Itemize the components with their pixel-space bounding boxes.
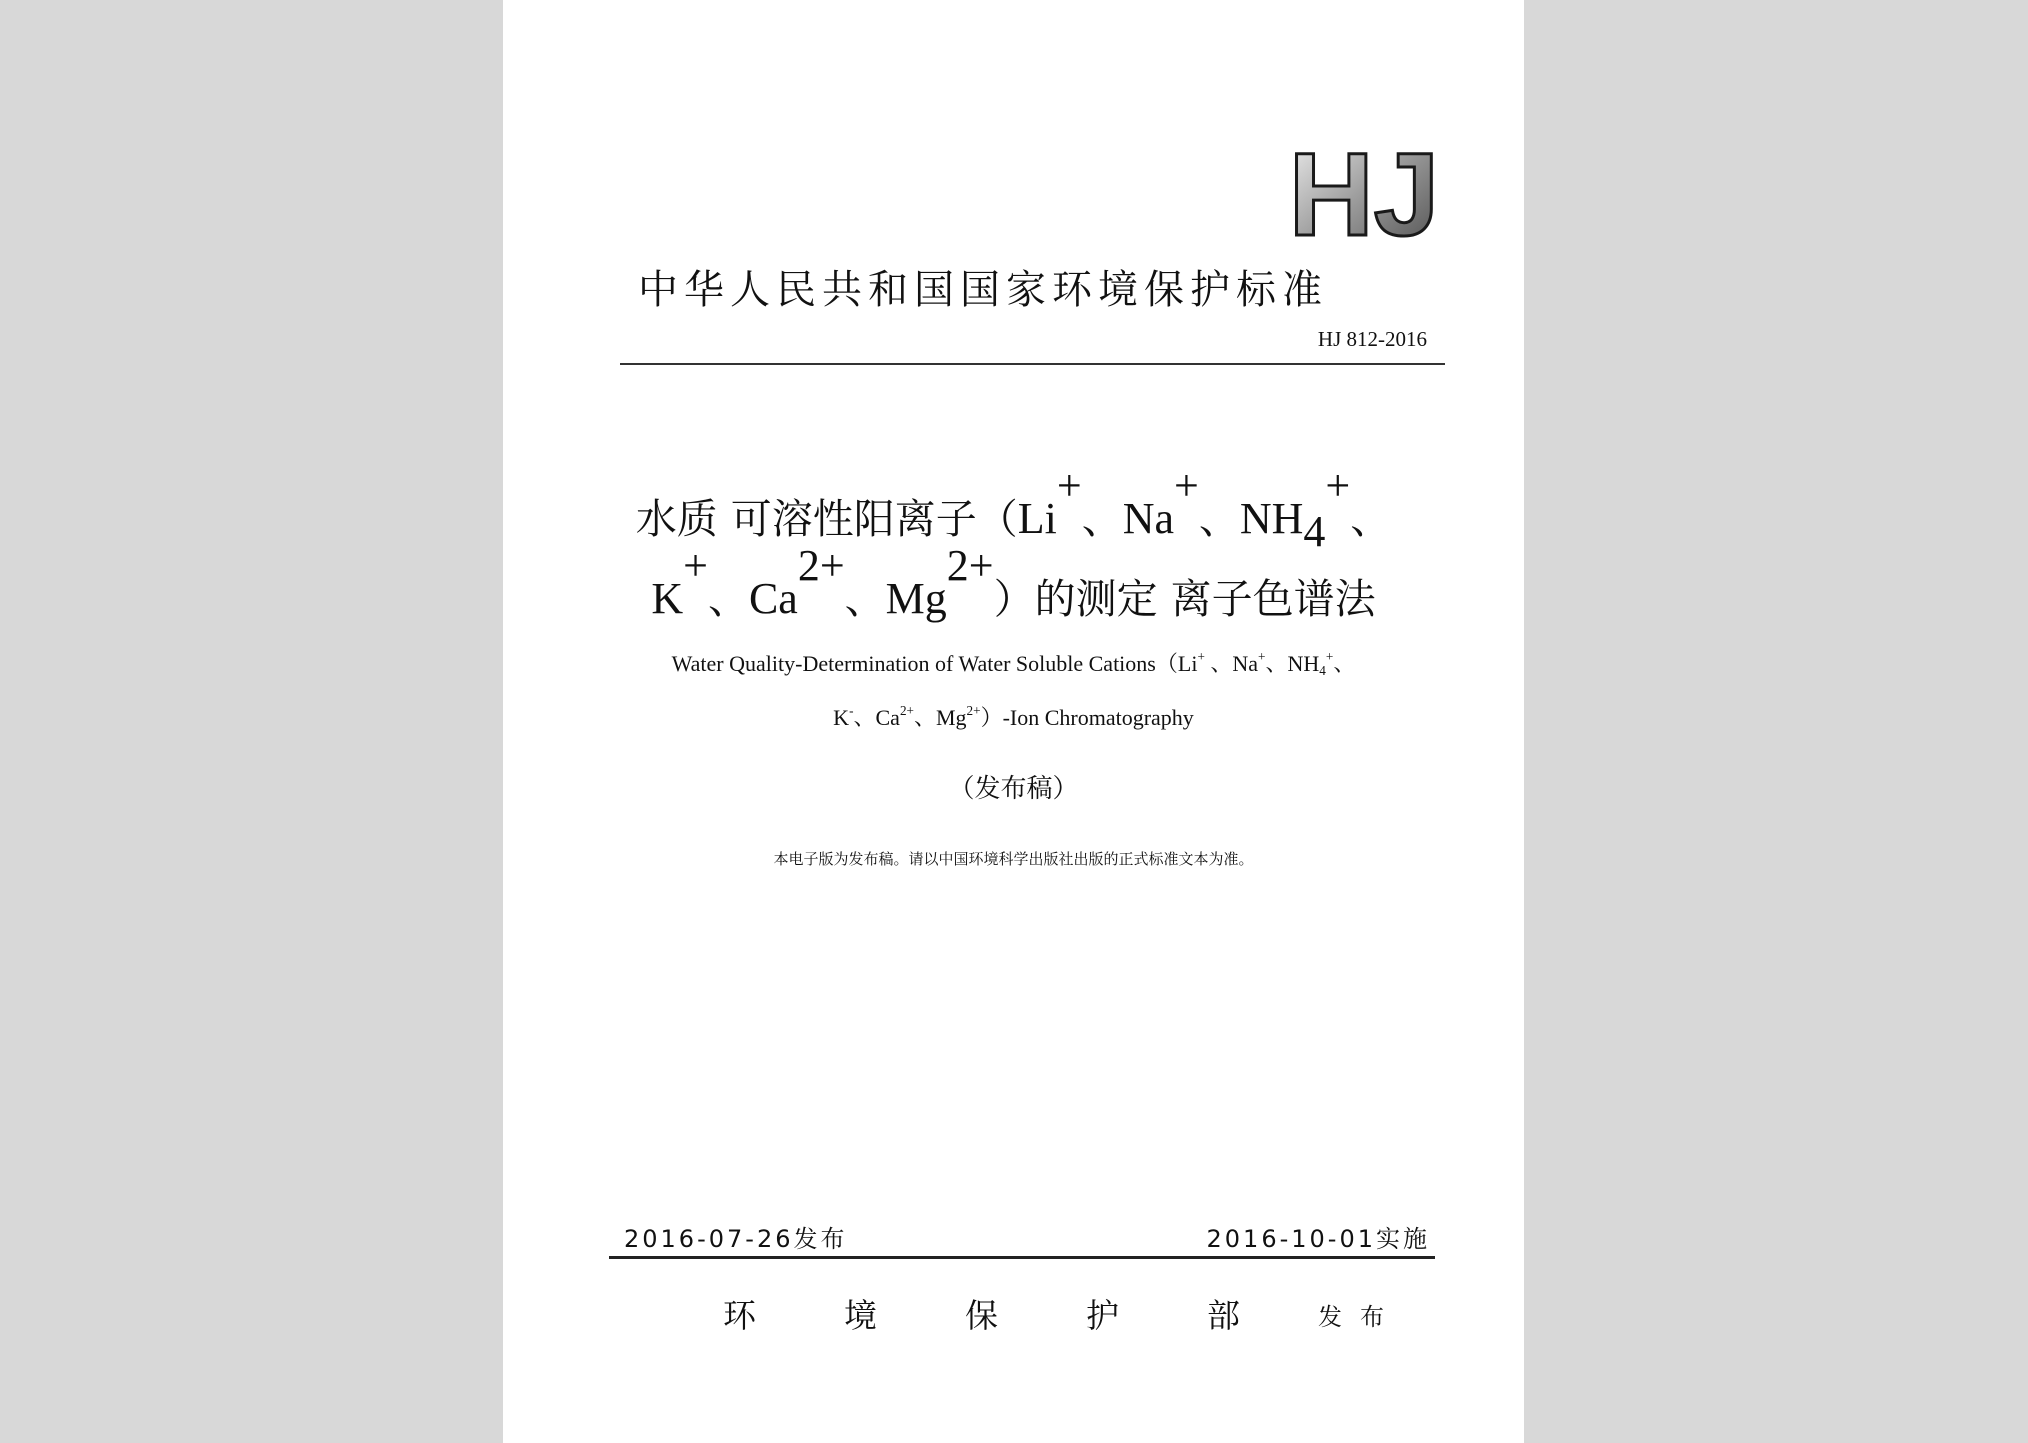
title-en-line1: Water Quality-Determination of Water Soluble Cations（Li+ 、Na+、$NH_4^+$、	[671, 649, 1356, 678]
edition-note: 本电子版为发布稿。请以中国环境科学出版社出版的正式标准文本为准。	[773, 850, 1254, 868]
title-en-line2: K-、$Ca^{2+}$、$Mg^{2+}$）-Ion Chromatography	[833, 703, 1194, 730]
hj-logo	[1269, 115, 1459, 265]
title-zh-line1: 水质 可溶性阳离子（Li+、Na+、$NH_4^+$、	[635, 461, 1392, 557]
title-zh-line2: K+、$Ca^{2+}$、$Mg^{2+}$）的测定 离子色谱法	[651, 541, 1376, 623]
publish-date: 2016-07-26发布	[624, 1225, 848, 1253]
issue-label: 发布	[1318, 1303, 1402, 1331]
header-divider	[620, 363, 1445, 365]
footer-divider	[609, 1256, 1435, 1259]
hj-logo-text: HJ	[1288, 129, 1440, 261]
standard-code: HJ 812-2016	[1317, 327, 1427, 351]
publisher-name: 环境保护部	[723, 1296, 1328, 1335]
effective-date: 2016-10-01实施	[1206, 1225, 1430, 1253]
document-page	[503, 0, 1524, 1443]
national-standard-title: 中华人民共和国国家环境保护标准	[638, 267, 1328, 313]
draft-label: （发布稿）	[948, 774, 1079, 804]
